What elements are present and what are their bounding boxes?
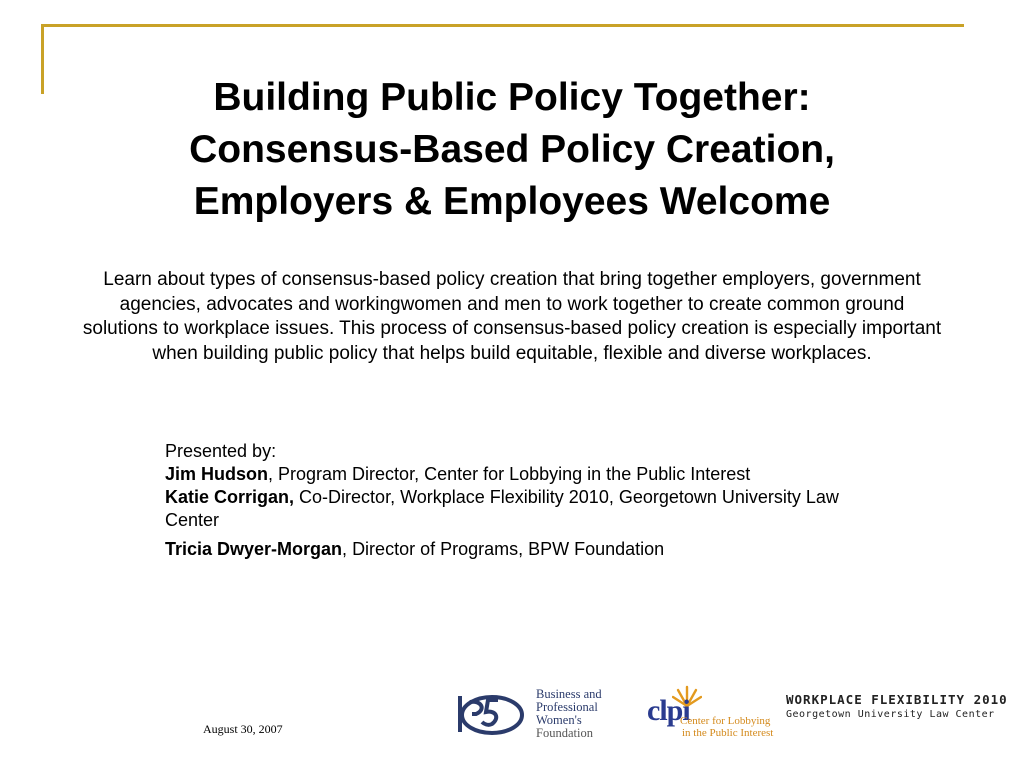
presenter-name: Katie Corrigan, xyxy=(165,487,295,507)
title-line-1: Building Public Policy Together: xyxy=(213,76,811,119)
slide-date: August 30, 2007 xyxy=(203,722,283,736)
presenter-role: Program Director, Center for Lobbying in the Public Interest xyxy=(278,464,751,484)
presenter-2 xyxy=(165,486,845,532)
bpw-foundation-logo xyxy=(452,686,628,748)
slide-title xyxy=(80,72,944,228)
clpi-tag-line: in the Public Interest xyxy=(682,726,774,739)
bpw-line: Foundation xyxy=(536,726,593,740)
accent-line-vertical xyxy=(41,24,44,94)
clpi-tagline xyxy=(680,716,773,739)
bpw-line: Women's xyxy=(536,713,582,727)
presenter-1 xyxy=(165,463,845,486)
presenter-role: Director of Programs, BPW Foundation xyxy=(352,539,665,559)
bpw-line: Professional xyxy=(536,700,598,714)
bpw-mark-icon xyxy=(452,688,528,738)
presenter-sep: , xyxy=(342,539,353,559)
title-line-3: Employers & Employees Welcome xyxy=(193,180,831,223)
wf-subtitle: Georgetown University Law Center xyxy=(786,709,995,720)
presenter-3 xyxy=(165,538,845,561)
wf-title: WORKPLACE FLEXIBILITY 2010 xyxy=(786,692,1008,707)
presenter-role: Co-Director, Workplace Flexibility 2010, Georgetown University Law Center xyxy=(165,487,839,530)
workplace-flexibility-logo xyxy=(786,692,1008,728)
clpi-logo xyxy=(644,684,790,744)
slide-description: Learn about types of consensus-based policy creation that bring together employers, government agencies, advocates and workingwomen and men to work together to create common ground solutions to workplace issues. This process of consensus-based policy creation is especially important when building public policy that helps build equitable, flexible and diverse workplaces. xyxy=(82,269,942,364)
presenter-name: Jim Hudson xyxy=(165,464,269,484)
presenters-block xyxy=(165,440,845,561)
title-line-2: Consensus-Based Policy Creation, xyxy=(189,128,835,171)
presenter-sep: , xyxy=(268,464,279,484)
presented-by-label: Presented by: xyxy=(165,441,277,461)
clpi-tag-line: Center for Lobbying xyxy=(680,715,771,727)
presenter-name: Tricia Dwyer-Morgan xyxy=(165,539,343,559)
bpw-line: Business and xyxy=(536,687,602,701)
bpw-wordmark xyxy=(536,688,602,740)
clpi-wordmark: clpi xyxy=(647,694,690,727)
accent-line-horizontal xyxy=(43,24,964,27)
